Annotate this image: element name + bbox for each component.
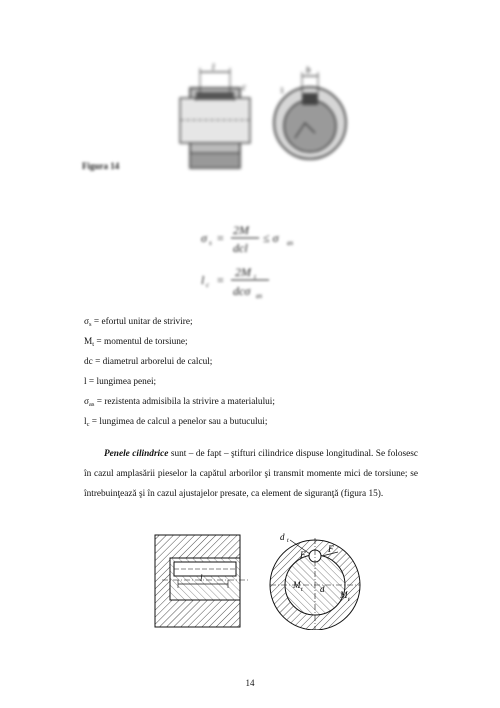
fig15-label-F2: F (328, 544, 334, 554)
figure-14-caption: Figura 14 (82, 161, 120, 171)
definition-item: $\sigma_{as}$ = rezistenta admisibila la strivire a materialului; (84, 397, 275, 408)
fig14-label-1: 1 (280, 86, 284, 95)
svg-text:as: as (256, 292, 263, 300)
formula1-rhs: ≤ σ (263, 231, 279, 245)
fig15-label-dt: d (280, 532, 285, 542)
definition-item: $\sigma_s$ = efortul unitar de strivire; (84, 317, 193, 328)
svg-text:=: = (217, 231, 224, 245)
fig14-label-l: l (212, 62, 215, 72)
formula2-numerator: 2M (235, 265, 251, 279)
formulas (193, 212, 313, 307)
definitions-list (84, 312, 424, 432)
paragraph-emphasis: Penele cilindrice (104, 449, 169, 459)
page-number: 14 (245, 678, 255, 688)
definition-item: $l_c$ = lungimea de calcul a penelor sau a butucului; (84, 417, 268, 428)
formula1-numerator: 2M (233, 223, 249, 237)
svg-text:c: c (206, 281, 210, 289)
figure-14-drawing (160, 58, 360, 183)
fig15-label-F1: F (300, 550, 306, 560)
svg-text:t: t (254, 273, 256, 281)
formula1-lhs: σ (201, 231, 207, 245)
paragraph-text: sunt – de fapt – ştifturi cilindrice dispuse longitudinal. Se folosesc în cazul amplasării pieselor la capătul arborilor şi transmit momente mici de torsiune; se întrebuinţează şi în cazul ajustajelor presate, ca element de siguranţă (figura 15). (84, 449, 418, 499)
fig14-label-b: b (306, 65, 311, 75)
formula1-denominator: dcl (233, 241, 248, 255)
formula2-denominator: dcσ (233, 284, 251, 298)
svg-text:t: t (348, 597, 350, 603)
definition-item: $M_t$ = momentul de torsiune; (84, 337, 188, 348)
fig15-label-Mt2: M (340, 590, 348, 600)
figure-15-drawing (150, 530, 365, 630)
svg-text:t: t (287, 538, 289, 544)
svg-text:as: as (287, 239, 294, 247)
definition-item: dc = diametrul arborelui de calcul; (84, 357, 213, 367)
fig15-label-d: d (320, 584, 325, 594)
body-paragraph (84, 444, 418, 504)
fig14-label-c: c (242, 82, 246, 92)
svg-text:s: s (209, 239, 212, 247)
fig15-label-Mt1: M (293, 580, 301, 590)
svg-text:=: = (217, 273, 224, 287)
definition-item: l = lungimea penei; (84, 377, 157, 387)
svg-text:t: t (301, 587, 303, 593)
formula2-lhs: l (201, 273, 205, 287)
fig15-label-l: l (200, 573, 203, 583)
